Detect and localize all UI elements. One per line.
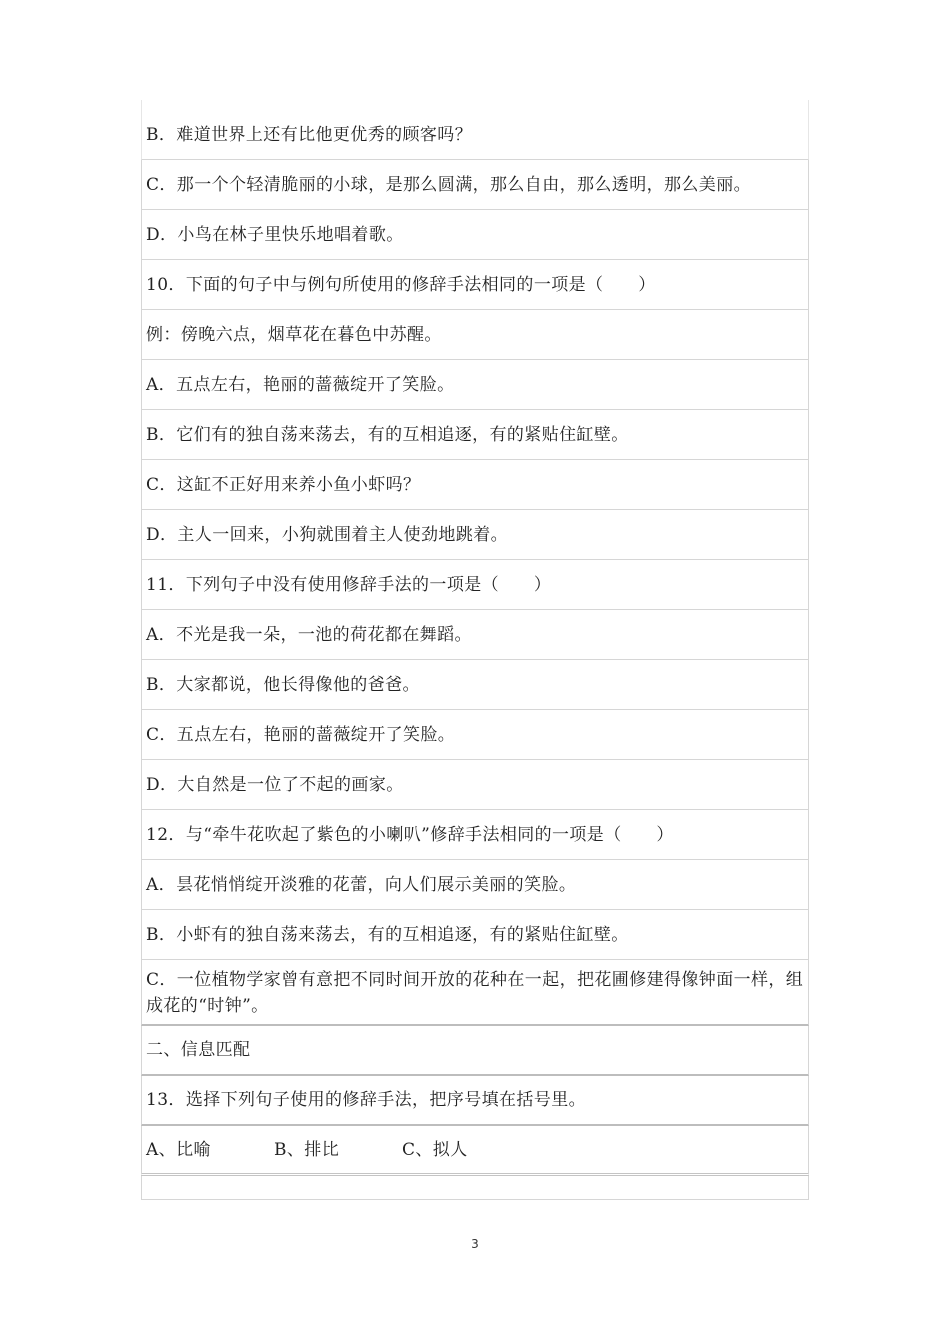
section-heading: [141, 1026, 809, 1076]
line-text: A．昙花悄悄绽开淡雅的花蕾，向人们展示美丽的笑脸。: [146, 874, 577, 895]
question-10-example: [141, 310, 809, 360]
line-text: D．大自然是一位了不起的画家。: [146, 774, 404, 795]
question-9-option-b: [141, 100, 809, 160]
question-9-option-c: [141, 160, 809, 210]
question-11-option-c: [141, 710, 809, 760]
worksheet-content: [141, 100, 809, 1200]
question-12-stem: [141, 810, 809, 860]
line-text: B．小虾有的独自荡来荡去，有的互相追逐，有的紧贴住缸壁。: [146, 924, 629, 945]
question-12-option-c: [141, 960, 809, 1026]
question-13-options: [141, 1126, 809, 1176]
question-10-option-b: [141, 410, 809, 460]
question-12-option-a: [141, 860, 809, 910]
option-parallelism: B、排比: [274, 1139, 340, 1160]
line-text: D．主人一回来，小狗就围着主人使劲地跳着。: [146, 524, 509, 545]
line-text: 11．下列句子中没有使用修辞手法的一项是（ ）: [146, 574, 552, 595]
line-text: 例：傍晚六点，烟草花在暮色中苏醒。: [146, 324, 442, 345]
line-text: 10．下面的句子中与例句所使用的修辞手法相同的一项是（ ）: [146, 274, 656, 295]
option-personification: C、拟人: [402, 1139, 468, 1160]
line-text: D．小鸟在林子里快乐地唱着歌。: [146, 224, 404, 245]
section-title: 二、信息匹配: [146, 1040, 251, 1060]
question-11-option-d: [141, 760, 809, 810]
line-text: C．五点左右，艳丽的蔷薇绽开了笑脸。: [146, 724, 456, 745]
blank-row: [141, 1176, 809, 1200]
question-10-stem: [141, 260, 809, 310]
option-simile: A、比喻: [146, 1139, 211, 1160]
line-text: B．它们有的独自荡来荡去，有的互相追逐，有的紧贴住缸壁。: [146, 424, 629, 445]
line-text: B．难道世界上还有比他更优秀的顾客吗？: [146, 124, 473, 145]
question-11-option-a: [141, 610, 809, 660]
line-text: B．大家都说，他长得像他的爸爸。: [146, 674, 420, 695]
line-text: C．一位植物学家曾有意把不同时间开放的花种在一起，把花圃修建得像钟面一样，组成花的“时钟”。: [146, 970, 804, 1016]
question-11-option-b: [141, 660, 809, 710]
line-text: C．这缸不正好用来养小鱼小虾吗？: [146, 474, 421, 495]
question-11-stem: [141, 560, 809, 610]
line-text: 13．选择下列句子使用的修辞手法，把序号填在括号里。: [146, 1090, 587, 1110]
question-10-option-a: [141, 360, 809, 410]
line-text: A．五点左右，艳丽的蔷薇绽开了笑脸。: [146, 374, 455, 395]
line-text: A．不光是我一朵，一池的荷花都在舞蹈。: [146, 624, 472, 645]
line-text: C．那一个个轻清脆丽的小球，是那么圆满，那么自由，那么透明，那么美丽。: [146, 174, 752, 195]
line-text: 12．与“牵牛花吹起了紫色的小喇叭”修辞手法相同的一项是（ ）: [146, 824, 674, 845]
question-9-option-d: [141, 210, 809, 260]
question-12-option-b: [141, 910, 809, 960]
question-10-option-c: [141, 460, 809, 510]
question-13-stem: [141, 1076, 809, 1126]
question-10-option-d: [141, 510, 809, 560]
page-number: 3: [471, 1237, 479, 1251]
